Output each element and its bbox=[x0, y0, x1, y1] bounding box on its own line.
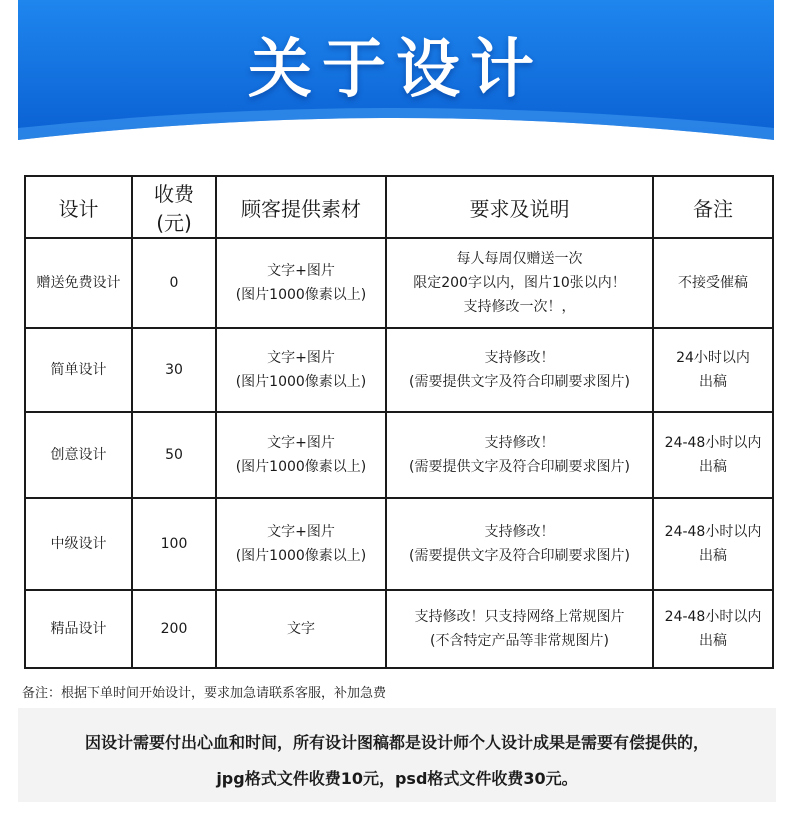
notice-line: jpg格式文件收费10元，psd格式文件收费30元。 bbox=[216, 769, 578, 788]
column-header: 顾客提供素材 bbox=[216, 176, 386, 238]
design-name: 创意设计 bbox=[25, 412, 132, 498]
notice-line: 因设计需要付出心血和时间，所有设计图稿都是设计师个人设计成果是需要有偿提供的， bbox=[84, 733, 709, 752]
material-line: 文字+图片 bbox=[267, 350, 335, 366]
requirement-line: 限定200字以内，图片10张以内！ bbox=[413, 275, 626, 291]
design-price: 50 bbox=[132, 412, 216, 498]
column-header: 设计 bbox=[25, 176, 132, 238]
material-line: (图片1000像素以上) bbox=[235, 374, 367, 390]
requirement-cell bbox=[386, 498, 653, 590]
material-line: 文字+图片 bbox=[267, 524, 335, 540]
header-banner bbox=[18, 0, 774, 140]
material-cell bbox=[216, 498, 386, 590]
material-cell bbox=[216, 590, 386, 668]
table-header-row bbox=[25, 176, 773, 238]
column-header: 备注 bbox=[653, 176, 773, 238]
table-row bbox=[25, 590, 773, 668]
remark-cell bbox=[653, 590, 773, 668]
material-cell bbox=[216, 328, 386, 412]
requirement-line: (需要提供文字及符合印刷要求图片) bbox=[409, 459, 630, 475]
material-line: 文字+图片 bbox=[267, 263, 335, 279]
material-line: 文字 bbox=[287, 621, 315, 637]
column-header: 收费(元) bbox=[132, 176, 216, 238]
design-name: 中级设计 bbox=[25, 498, 132, 590]
pricing-notice bbox=[18, 708, 776, 802]
remark-cell bbox=[653, 328, 773, 412]
remark-line: 出稿 bbox=[699, 374, 727, 390]
requirement-cell bbox=[386, 238, 653, 328]
material-line: (图片1000像素以上) bbox=[235, 459, 367, 475]
requirement-line: 支持修改！只支持网络上常规图片 bbox=[414, 609, 625, 625]
requirement-cell bbox=[386, 328, 653, 412]
requirement-cell bbox=[386, 590, 653, 668]
requirement-line: (不含特定产品等非常规图片) bbox=[430, 633, 609, 649]
design-price: 0 bbox=[132, 238, 216, 328]
material-cell bbox=[216, 238, 386, 328]
material-cell bbox=[216, 412, 386, 498]
requirement-line: 每人每周仅赠送一次 bbox=[456, 251, 583, 267]
column-header: 要求及说明 bbox=[386, 176, 653, 238]
design-price: 200 bbox=[132, 590, 216, 668]
requirement-line: 支持修改一次！， bbox=[463, 299, 576, 315]
design-name: 赠送免费设计 bbox=[25, 238, 132, 328]
requirement-line: (需要提供文字及符合印刷要求图片) bbox=[409, 374, 630, 390]
table-row bbox=[25, 238, 773, 328]
remark-cell bbox=[653, 238, 773, 328]
design-name: 精品设计 bbox=[25, 590, 132, 668]
requirement-cell bbox=[386, 412, 653, 498]
design-price: 100 bbox=[132, 498, 216, 590]
remark-line: 出稿 bbox=[699, 548, 727, 564]
page-title: 关于设计 bbox=[248, 33, 544, 107]
requirement-line: 支持修改！ bbox=[484, 524, 555, 540]
requirement-line: 支持修改！ bbox=[484, 350, 555, 366]
remark-line: 24-48小时以内 bbox=[664, 609, 762, 625]
design-name: 简单设计 bbox=[25, 328, 132, 412]
remark-line: 出稿 bbox=[699, 633, 727, 649]
table-row bbox=[25, 412, 773, 498]
remark-cell bbox=[653, 412, 773, 498]
remark-line: 不接受催稿 bbox=[678, 275, 748, 291]
material-line: 文字+图片 bbox=[267, 435, 335, 451]
requirement-line: (需要提供文字及符合印刷要求图片) bbox=[409, 548, 630, 564]
table-row bbox=[25, 328, 773, 412]
footnote: 备注：根据下单时间开始设计，要求加急请联系客服，补加急费 bbox=[22, 686, 387, 701]
remark-cell bbox=[653, 498, 773, 590]
table-row bbox=[25, 498, 773, 590]
remark-line: 24-48小时以内 bbox=[664, 524, 762, 540]
material-line: (图片1000像素以上) bbox=[235, 548, 367, 564]
pricing-table bbox=[24, 175, 774, 669]
requirement-line: 支持修改！ bbox=[484, 435, 555, 451]
remark-line: 24小时以内 bbox=[676, 350, 750, 366]
remark-line: 出稿 bbox=[699, 459, 727, 475]
remark-line: 24-48小时以内 bbox=[664, 435, 762, 451]
design-price: 30 bbox=[132, 328, 216, 412]
material-line: (图片1000像素以上) bbox=[235, 287, 367, 303]
